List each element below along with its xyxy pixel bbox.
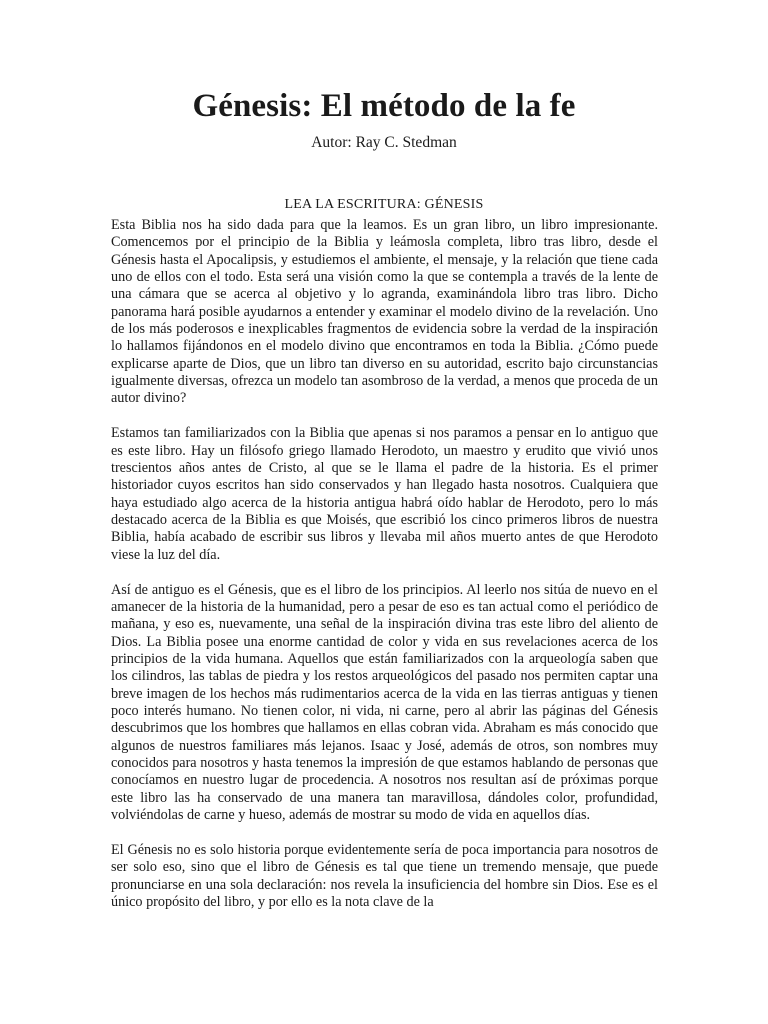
document-body [111,217,658,929]
document-title: Génesis: El método de la fe [192,88,576,124]
paragraph: Así de antiguo es el Génesis, que es el libro de los principios. Al leerlo nos sitúa de nuevo en el amanecer de la historia de la humanidad, pero a pesar de eso es tan actual como el periódico de mañana, y eso es, nuevamente, una señal de la inspiración divina tras este libro del aliento de Dios. La Biblia posee una enorme cantidad de color y vida en sus revelaciones acerca de los principios de la vida humana. Aquellos que están familiarizados con la arqueología saben que los cilindros, las tablas de piedra y los restos arqueológicos del pasado nos permiten captar una breve imagen de los hechos más rudimentarios acerca de la vida en las tierras antiguas y tienen poco interés humano. No tienen color, ni vida, ni carne, pero al abrir las páginas del Génesis descubrimos que los hombres que hallamos en ellas cobran vida. Abraham es más conocido que algunos de nuestros familiares más lejanos. Isaac y José, además de otros, son nombres muy conocidos para nosotros y hasta tenemos la impresión de que estamos hablando de personas que conocíamos en nuestro lugar de procedencia. A nosotros nos resultan así de próximas porque este libro las ha conservado de una manera tan maravillosa, dándoles color, profundidad, volviéndolas de carne y hueso, además de mostrar su modo de vida en aquellos días. [111,581,658,823]
paragraph: Esta Biblia nos ha sido dada para que la leamos. Es un gran libro, un libro impresionante. Comencemos por el principio de la Biblia y leámosla completa, libro tras libro, desde el Génesis hasta el Apocalipsis, y estudiemos el ambiente, el mensaje, y la relación que tiene cada uno de ellos con el todo. Esta será una visión como la que se contempla a través de la lente de una cámara que se acerca al objetivo y lo agranda, examinándola libro tras libro. Dicho panorama hará posible ayudarnos a entender y examinar el modelo divino de la revelación. Uno de los más poderosos e inexplicables fragmentos de evidencia sobre la verdad de la inspiración lo hallamos fijándonos en el modelo divino que encontramos en toda la Biblia. ¿Cómo puede explicarse aparte de Dios, que un libro tan diverso en su autoridad, escrito bajo circunstancias igualmente diversas, ofrezca un modelo tan asombroso de la verdad, a menos que proceda de un autor divino? [111,217,658,407]
document-author: Autor: Ray C. Stedman [311,134,457,151]
section-heading: LEA LA ESCRITURA: GÉNESIS [284,197,484,212]
paragraph: Estamos tan familiarizados con la Biblia que apenas si nos paramos a pensar en lo antiguo que es este libro. Hay un filósofo griego llamado Herodoto, un maestro y erudito que vivió unos trescientos años antes de Cristo, al que se le llama el padre de la historia. Es el primer historiador cuyos escritos han sido conservados y han llegado hasta nosotros. Cualquiera que haya estudiado algo acerca de la historia antigua habrá oído hablar de Herodoto, pero lo más destacado acerca de la Biblia es que Moisés, que escribió los cinco primeros libros de nuestra Biblia, había acabado de escribir sus libros y llevaba mil años muerto antes de que Herodoto viese la luz del día. [111,425,658,563]
paragraph: El Génesis no es solo historia porque evidentemente sería de poca importancia para nosotros de ser solo eso, sino que el libro de Génesis es tal que tiene un tremendo mensaje, que puede pronunciarse en una sola declaración: nos revela la insuficiencia del hombre sin Dios. Ese es el único propósito del libro, y por ello es la nota clave de la [111,841,658,910]
